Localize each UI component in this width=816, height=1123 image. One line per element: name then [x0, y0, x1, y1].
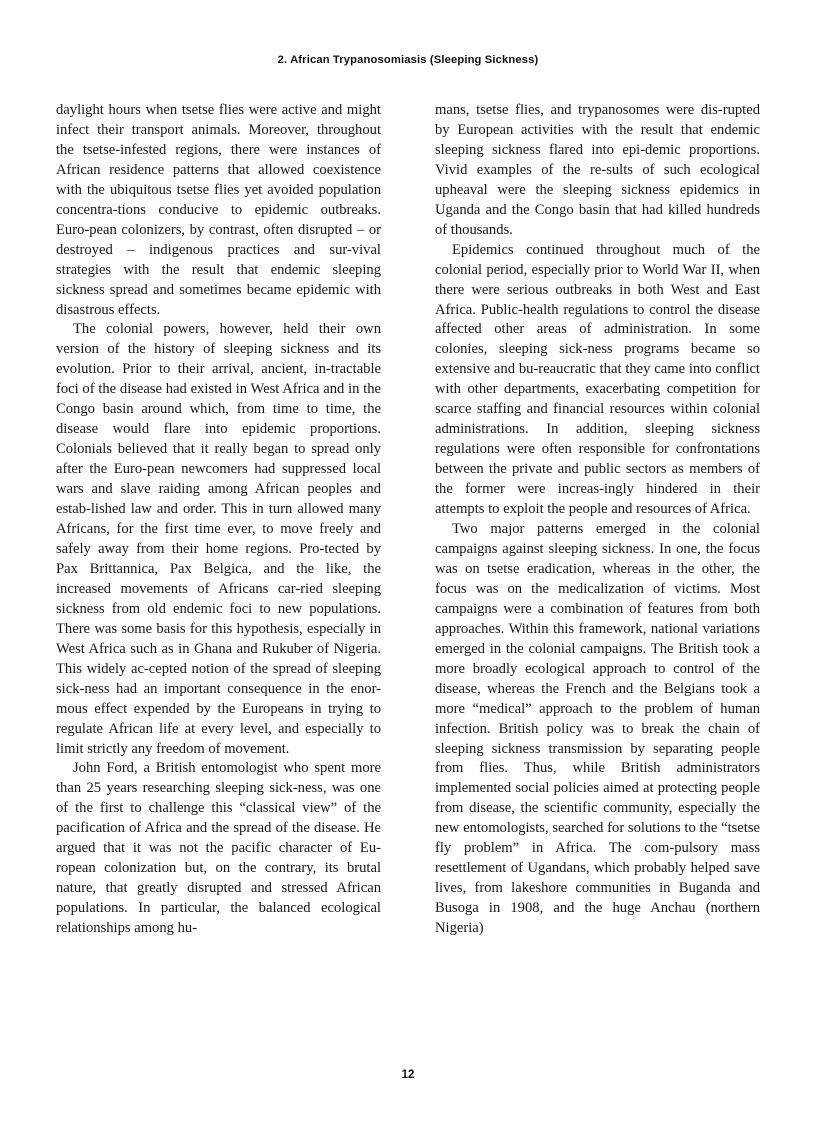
- paragraph: daylight hours when tsetse flies were active and might infect their transport animals. Moreover, throughout the tsetse-infested regions, there were instances of African residence patterns that allowed coexistence with the ubiquitous tsetse flies yet avoided population concentra-tions conducive to epidemic outbreaks. Euro-pean colonizers, by contrast, often disrupted – or destroyed – indigenous practices and sur-vival strategies with the result that endemic sleeping sickness spread and sometimes became epidemic with disastrous effects.: [56, 102, 381, 318]
- page-number: 12: [401, 1069, 415, 1081]
- paragraph: Two major patterns emerged in the colonial campaigns against sleeping sickness. In one, the focus was on tsetse eradication, whereas in the other, the focus was on the medicalization of victims. Most campaigns were a combination of features from both approaches. Within this framework, national variations emerged in the colonial campaigns. The British took a more broadly ecological approach to control of the disease, whereas the French and the Belgians took a more “medical” approach to the problem of human infection. British policy was to break the chain of sleeping sickness transmission by separating people from flies. Thus, while British administrators implemented social policies aimed at protecting people from disease, the scientific community, especially the new entomologists, searched for solutions to the “tsetse fly problem” in Africa. The com-pulsory mass resettlement of Ugandans, which probably helped save lives, from lakeshore communities in Buganda and Busoga in 1908, and the huge Anchau (northern Nigeria): [435, 521, 760, 937]
- paragraph: The colonial powers, however, held their own version of the history of sleeping sickness and its evolution. Prior to their arrival, ancient, in-tractable foci of the disease had existed in West Africa and in the Congo basin around which, from time to time, the disease would flare into epidemic proportions. Colonials believed that it really began to spread only after the Euro-pean newcomers had suppressed local wars and slave raiding among African peoples and estab-lished law and order. This in turn allowed many Africans, for the first time ever, to move freely and safely away from their home regions. Pro-tected by Pax Brittannica, Pax Belgica, and the like, the increased movements of Africans car-ried sleeping sickness from old endemic foci to new populations. There was some basis for this hypothesis, especially in West Africa such as in Ghana and Rukuber of Nigeria. This widely ac-cepted notion of the spread of sleeping sick-ness had an important consequence in the enor-mous effect expended by the Europeans in trying to regulate African life at every level, and especially to limit strictly any freedom of movement.: [56, 321, 381, 757]
- paragraph: mans, tsetse flies, and trypanosomes were dis-rupted by European activities with the result that endemic sleeping sickness flared into epi-demic proportions. Vivid examples of the re-sults of such ecological upheaval were the sleeping sickness epidemics in Uganda and the Congo basin that had killed hundreds of thousands.: [435, 102, 760, 238]
- paragraph: John Ford, a British entomologist who spent more than 25 years researching sleeping sick-ness, was one of the first to challenge this “classical view” of the pacification of Africa and the spread of the disease. He argued that it was not the pacific character of Eu-ropean colonization but, on the contrary, its brutal nature, that greatly disrupted and stressed African populations. In particular, the balanced ecological relationships among hu-: [56, 760, 381, 937]
- left-column: [56, 101, 381, 1011]
- right-column: [435, 101, 760, 1011]
- paragraph: Epidemics continued throughout much of the colonial period, especially prior to World War II, when there were serious outbreaks in both West and East Africa. Public-health regulations to control the disease affected other areas of administration. In some colonies, sleeping sick-ness programs became so extensive and bu-reaucratic that they came into conflict with other departments, exacerbating competition for scarce staffing and financial resources within colonial administrations. In addition, sleeping sickness regulations were often responsible for confrontations between the private and public sectors as members of the former were increas-ingly hindered in their attempts to exploit the people and resources of Africa.: [435, 241, 760, 518]
- text-body: [56, 101, 760, 1011]
- running-head: 2. African Trypanosomiasis (Sleeping Sickness): [277, 54, 539, 66]
